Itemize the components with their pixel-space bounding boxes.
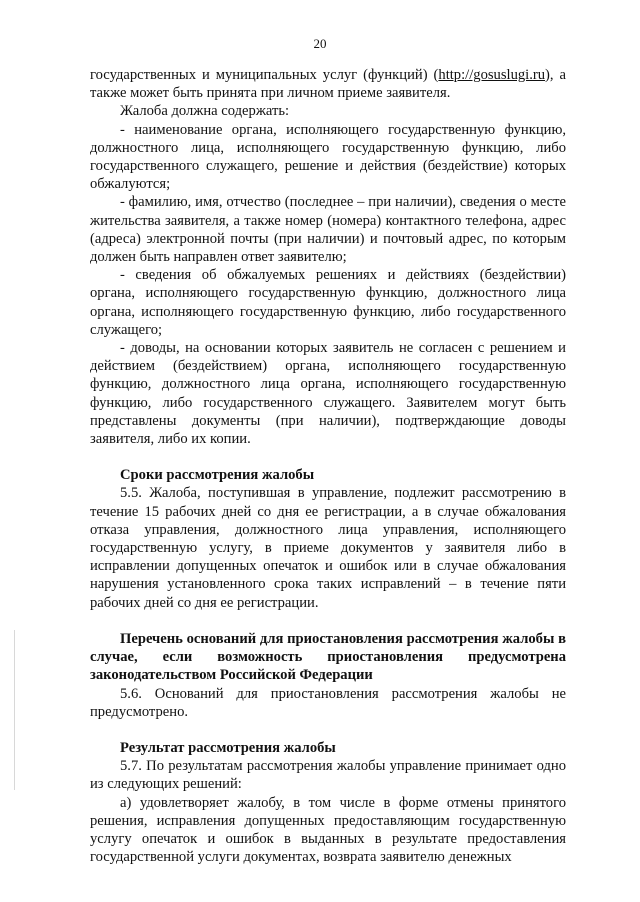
paragraph-text: ), а также может быть принята при личном приеме заявителя. xyxy=(90,67,566,102)
paragraph-text: государственных и муниципальных услуг (функций) ( xyxy=(90,67,439,83)
scan-margin-line xyxy=(14,630,15,790)
section-heading-review-result: Результат рассмотрения жалобы xyxy=(120,739,336,756)
section-heading-review-period: Сроки рассмотрения жалобы xyxy=(120,467,315,484)
gosuslugi-link[interactable]: http://gosuslugi.ru xyxy=(438,67,546,83)
section-heading-suspension-grounds: Перечень оснований для приостановления рассмотрения жалобы в случае, если возможность приостановления предусмотрена законодательством Российской Федерации xyxy=(90,630,566,684)
paragraph-complaint-contents: Жалоба должна содержать: xyxy=(120,103,290,120)
spacer xyxy=(90,448,566,466)
paragraph-5-5: 5.5. Жалоба, поступившая в управление, подлежит рассмотрению в течение 15 рабочих дней со дня ее регистрации, а в случае обжалования отказа управления, должностного лица управления, исполняющего государственную услугу, в приеме документов у заявителя либо в исправлении допущенных опечаток и ошибок или в случае обжалования нарушения установленного срока таких исправлений – в течение пяти рабочих дней со дня ее регистрации. xyxy=(90,485,566,611)
paragraph-5-7: 5.7. По результатам рассмотрения жалобы управление принимает одно из следующих решений: xyxy=(90,758,566,793)
spacer xyxy=(90,721,566,739)
list-item-applicant-details: - фамилию, имя, отчество (последнее – при наличии), сведения о месте жительства заявителя, а также номер (номера) контактного телефона, адрес (адреса) электронной почты (при наличии) и почтовый адрес, по которым должен быть направлен ответ заявителю; xyxy=(90,194,566,266)
list-item-authority-name: - наименование органа, исполняющего государственную функцию, должностного лица, исполняющего государственную функцию, либо государственного служащего, решение и действия (бездействие) которых обжалуются; xyxy=(90,121,566,193)
list-item-arguments: - доводы, на основании которых заявитель не согласен с решением и действием (бездействием) органа, исполняющего государственную функцию, должностного лица органа, исполняющего государственную функцию, либо государственного служащего. Заявителем могут быть представлены документы (при наличии), подтверждающие доводы заявителя, либо их копии. xyxy=(90,340,566,448)
paragraph-5-6: 5.6. Оснований для приостановления рассмотрения жалобы не предусмотрено. xyxy=(90,685,566,720)
paragraph-submission-portal xyxy=(90,66,566,102)
list-item-satisfy-complaint: а) удовлетворяет жалобу, в том числе в форме отмены принятого решения, исправления допущенных предоставляющим государственную услугу опечаток и ошибок в выданных в результате предоставления государственной услуги документах, возврата заявителю денежных xyxy=(90,794,566,866)
list-item-appealed-decisions: - сведения об обжалуемых решениях и действиях (бездействии) органа, исполняющего государственную функцию, должностного лица органа, исполняющего государственную функцию, либо государственного служащего; xyxy=(90,267,566,338)
spacer xyxy=(90,612,566,630)
page-number: 20 xyxy=(313,36,327,51)
document-body xyxy=(90,66,566,866)
